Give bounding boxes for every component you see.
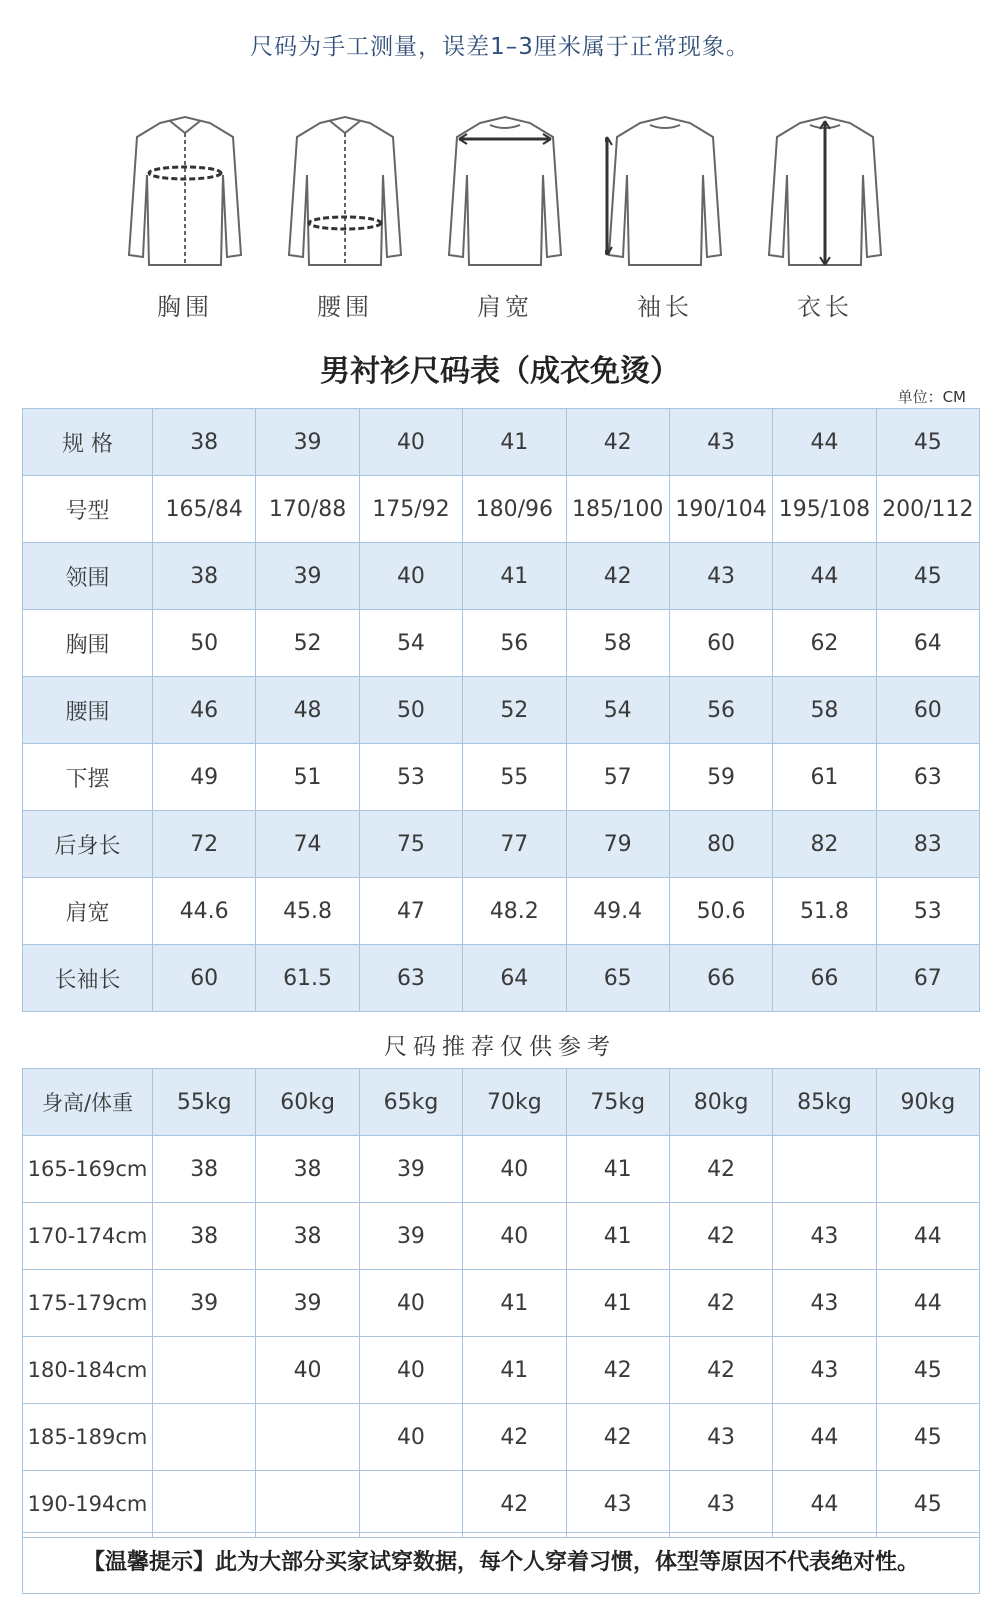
table-cell: 42: [463, 1471, 566, 1538]
table-cell: 54: [359, 610, 462, 677]
table-cell: 45: [876, 1471, 979, 1538]
table-cell: 170/88: [256, 476, 359, 543]
table-row: [23, 945, 980, 1012]
table-cell: 40: [359, 1337, 462, 1404]
table-cell: 83: [876, 811, 979, 878]
table-cell: 39: [359, 1136, 462, 1203]
table-cell: 61.5: [256, 945, 359, 1012]
table-cell: 52: [463, 677, 566, 744]
size_chart-row-label: 肩宽: [23, 878, 153, 945]
length-label: 衣长: [797, 293, 853, 321]
table-cell: 43: [669, 409, 772, 476]
measurement-notice: 尺码为手工测量，误差1–3厘米属于正常现象。: [250, 34, 750, 60]
table-cell: 46: [153, 677, 256, 744]
table-cell: 75: [359, 811, 462, 878]
chest-measure-shirt-icon: [125, 115, 245, 275]
waist-diagram: [270, 115, 420, 325]
size_chart-row-label: 长袖长: [23, 945, 153, 1012]
shoulder-label: 肩宽: [477, 293, 533, 321]
table-cell: 190/104: [669, 476, 772, 543]
table-row: [23, 1471, 980, 1538]
waist-label: 腰围: [317, 293, 373, 321]
table-cell: 43: [669, 1471, 772, 1538]
table-cell: 200/112: [876, 476, 979, 543]
table-cell: [256, 1471, 359, 1538]
table-cell: 56: [463, 610, 566, 677]
length-measure-shirt-icon: [765, 115, 885, 275]
table-cell: 44: [876, 1270, 979, 1337]
table-cell: 39: [359, 1203, 462, 1270]
table-cell: 42: [463, 1404, 566, 1471]
recommendation-row-label: 185-189cm: [23, 1404, 153, 1471]
table-cell: 40: [359, 543, 462, 610]
table-cell: 40: [463, 1203, 566, 1270]
table-cell: [153, 1404, 256, 1471]
table-cell: 53: [876, 878, 979, 945]
table-cell: 54: [566, 677, 669, 744]
size_chart-row-label: 腰围: [23, 677, 153, 744]
table-cell: 80: [669, 811, 772, 878]
table-cell: [876, 1136, 979, 1203]
table-cell: 65kg: [359, 1069, 462, 1136]
table-row: [23, 1337, 980, 1404]
table-cell: 63: [876, 744, 979, 811]
table-cell: 59: [669, 744, 772, 811]
recommendation-row-label: 175-179cm: [23, 1270, 153, 1337]
table-cell: 50: [359, 677, 462, 744]
recommendation-title: 尺码推荐仅供参考: [384, 1034, 616, 1060]
table-cell: 38: [153, 1136, 256, 1203]
table-cell: 44: [773, 409, 876, 476]
table-row: [23, 744, 980, 811]
table-cell: 50: [153, 610, 256, 677]
measurement-diagrams: [110, 115, 910, 325]
table-cell: 38: [256, 1136, 359, 1203]
table-cell: 43: [669, 543, 772, 610]
table-cell: 47: [359, 878, 462, 945]
table-cell: 55: [463, 744, 566, 811]
recommendation-table: [22, 1068, 980, 1538]
table-cell: 53: [359, 744, 462, 811]
table-cell: 180/96: [463, 476, 566, 543]
recommendation-row-label: 165-169cm: [23, 1136, 153, 1203]
table-cell: [153, 1337, 256, 1404]
table-cell: 41: [566, 1270, 669, 1337]
table-cell: 72: [153, 811, 256, 878]
table-cell: 43: [773, 1203, 876, 1270]
chest-diagram: [110, 115, 260, 325]
sleeve-label: 袖长: [637, 293, 693, 321]
table-cell: 44: [773, 1471, 876, 1538]
table-cell: 38: [153, 1203, 256, 1270]
table-cell: 41: [566, 1203, 669, 1270]
table-cell: [153, 1471, 256, 1538]
size_chart-row-label: 下摆: [23, 744, 153, 811]
table-cell: 42: [566, 543, 669, 610]
table-cell: 40: [359, 1270, 462, 1337]
recommendation-row-label: 190-194cm: [23, 1471, 153, 1538]
warm-tip: 【温馨提示】此为大部分买家试穿数据，每个人穿着习惯，体型等原因不代表绝对性。: [22, 1532, 980, 1594]
table-cell: 41: [463, 1270, 566, 1337]
sleeve-measure-shirt-icon: [605, 115, 725, 275]
recommendation-header-row: [23, 1069, 980, 1136]
size-chart-title: 男衬衫尺码表（成衣免烫）: [320, 354, 680, 389]
table-cell: 44: [773, 1404, 876, 1471]
table-cell: 79: [566, 811, 669, 878]
size_chart-header-row: [23, 409, 980, 476]
table-cell: 90kg: [876, 1069, 979, 1136]
table-cell: 38: [153, 409, 256, 476]
table-cell: 66: [773, 945, 876, 1012]
size_chart-row-label: 领围: [23, 543, 153, 610]
table-cell: 41: [463, 1337, 566, 1404]
table-cell: 38: [153, 543, 256, 610]
table-cell: 65: [566, 945, 669, 1012]
table-cell: 82: [773, 811, 876, 878]
recommendation-row-label: 180-184cm: [23, 1337, 153, 1404]
table-row: [23, 543, 980, 610]
table-cell: 66: [669, 945, 772, 1012]
table-row: [23, 476, 980, 543]
recommendation-row-label: 身高/体重: [23, 1069, 153, 1136]
table-cell: 42: [669, 1337, 772, 1404]
table-cell: 64: [876, 610, 979, 677]
table-cell: 42: [669, 1270, 772, 1337]
table-cell: 48: [256, 677, 359, 744]
table-cell: 60: [153, 945, 256, 1012]
table-cell: 52: [256, 610, 359, 677]
table-row: [23, 1270, 980, 1337]
table-cell: 39: [256, 409, 359, 476]
table-cell: 175/92: [359, 476, 462, 543]
table-cell: 67: [876, 945, 979, 1012]
table-cell: 49.4: [566, 878, 669, 945]
table-row: [23, 1136, 980, 1203]
table-cell: 45: [876, 1404, 979, 1471]
table-cell: 77: [463, 811, 566, 878]
table-row: [23, 677, 980, 744]
table-cell: 42: [669, 1203, 772, 1270]
size_chart-row-label: 号型: [23, 476, 153, 543]
table-cell: 57: [566, 744, 669, 811]
table-cell: 61: [773, 744, 876, 811]
table-cell: 42: [566, 409, 669, 476]
table-cell: 58: [773, 677, 876, 744]
table-cell: 38: [256, 1203, 359, 1270]
table-cell: 41: [463, 409, 566, 476]
table-row: [23, 878, 980, 945]
table-cell: 55kg: [153, 1069, 256, 1136]
table-cell: 48.2: [463, 878, 566, 945]
table-cell: 51.8: [773, 878, 876, 945]
table-cell: 40: [359, 409, 462, 476]
table-cell: 43: [566, 1471, 669, 1538]
table-cell: 43: [773, 1337, 876, 1404]
table-cell: 43: [773, 1270, 876, 1337]
table-cell: 45: [876, 409, 979, 476]
waist-measure-shirt-icon: [285, 115, 405, 275]
recommendation-row-label: 170-174cm: [23, 1203, 153, 1270]
table-cell: 80kg: [669, 1069, 772, 1136]
table-cell: 45: [876, 543, 979, 610]
size_chart-row-label: 后身长: [23, 811, 153, 878]
shoulder-diagram: [430, 115, 580, 325]
sleeve-diagram: [590, 115, 740, 325]
size_chart-row-label: 胸围: [23, 610, 153, 677]
table-cell: 49: [153, 744, 256, 811]
table-cell: 40: [256, 1337, 359, 1404]
table-cell: 44: [773, 543, 876, 610]
table-cell: 42: [566, 1404, 669, 1471]
table-cell: 41: [566, 1136, 669, 1203]
table-cell: 42: [566, 1337, 669, 1404]
table-cell: 165/84: [153, 476, 256, 543]
length-diagram: [750, 115, 900, 325]
table-cell: 39: [256, 543, 359, 610]
table-cell: 74: [256, 811, 359, 878]
table-cell: 60: [669, 610, 772, 677]
table-cell: 50.6: [669, 878, 772, 945]
table-cell: 63: [359, 945, 462, 1012]
table-cell: 42: [669, 1136, 772, 1203]
table-cell: 40: [463, 1136, 566, 1203]
table-cell: 40: [359, 1404, 462, 1471]
table-row: [23, 1404, 980, 1471]
size_chart-row-label: 规 格: [23, 409, 153, 476]
table-cell: 45.8: [256, 878, 359, 945]
table-cell: 56: [669, 677, 772, 744]
table-cell: 85kg: [773, 1069, 876, 1136]
table-cell: 64: [463, 945, 566, 1012]
table-cell: [773, 1136, 876, 1203]
table-cell: [359, 1471, 462, 1538]
table-cell: [256, 1404, 359, 1471]
table-cell: 39: [256, 1270, 359, 1337]
table-row: [23, 811, 980, 878]
shoulder-measure-shirt-icon: [445, 115, 565, 275]
table-cell: 75kg: [566, 1069, 669, 1136]
table-cell: 45: [876, 1337, 979, 1404]
table-cell: 43: [669, 1404, 772, 1471]
table-cell: 51: [256, 744, 359, 811]
chest-label: 胸围: [157, 293, 213, 321]
table-row: [23, 1203, 980, 1270]
table-cell: 44.6: [153, 878, 256, 945]
table-cell: 60: [876, 677, 979, 744]
table-cell: 62: [773, 610, 876, 677]
table-cell: 195/108: [773, 476, 876, 543]
table-cell: 60kg: [256, 1069, 359, 1136]
table-cell: 70kg: [463, 1069, 566, 1136]
table-cell: 39: [153, 1270, 256, 1337]
table-cell: 58: [566, 610, 669, 677]
unit-label: 单位：CM: [897, 388, 966, 406]
table-cell: 44: [876, 1203, 979, 1270]
table-row: [23, 610, 980, 677]
size-chart-table: [22, 408, 980, 1012]
table-cell: 41: [463, 543, 566, 610]
table-cell: 185/100: [566, 476, 669, 543]
